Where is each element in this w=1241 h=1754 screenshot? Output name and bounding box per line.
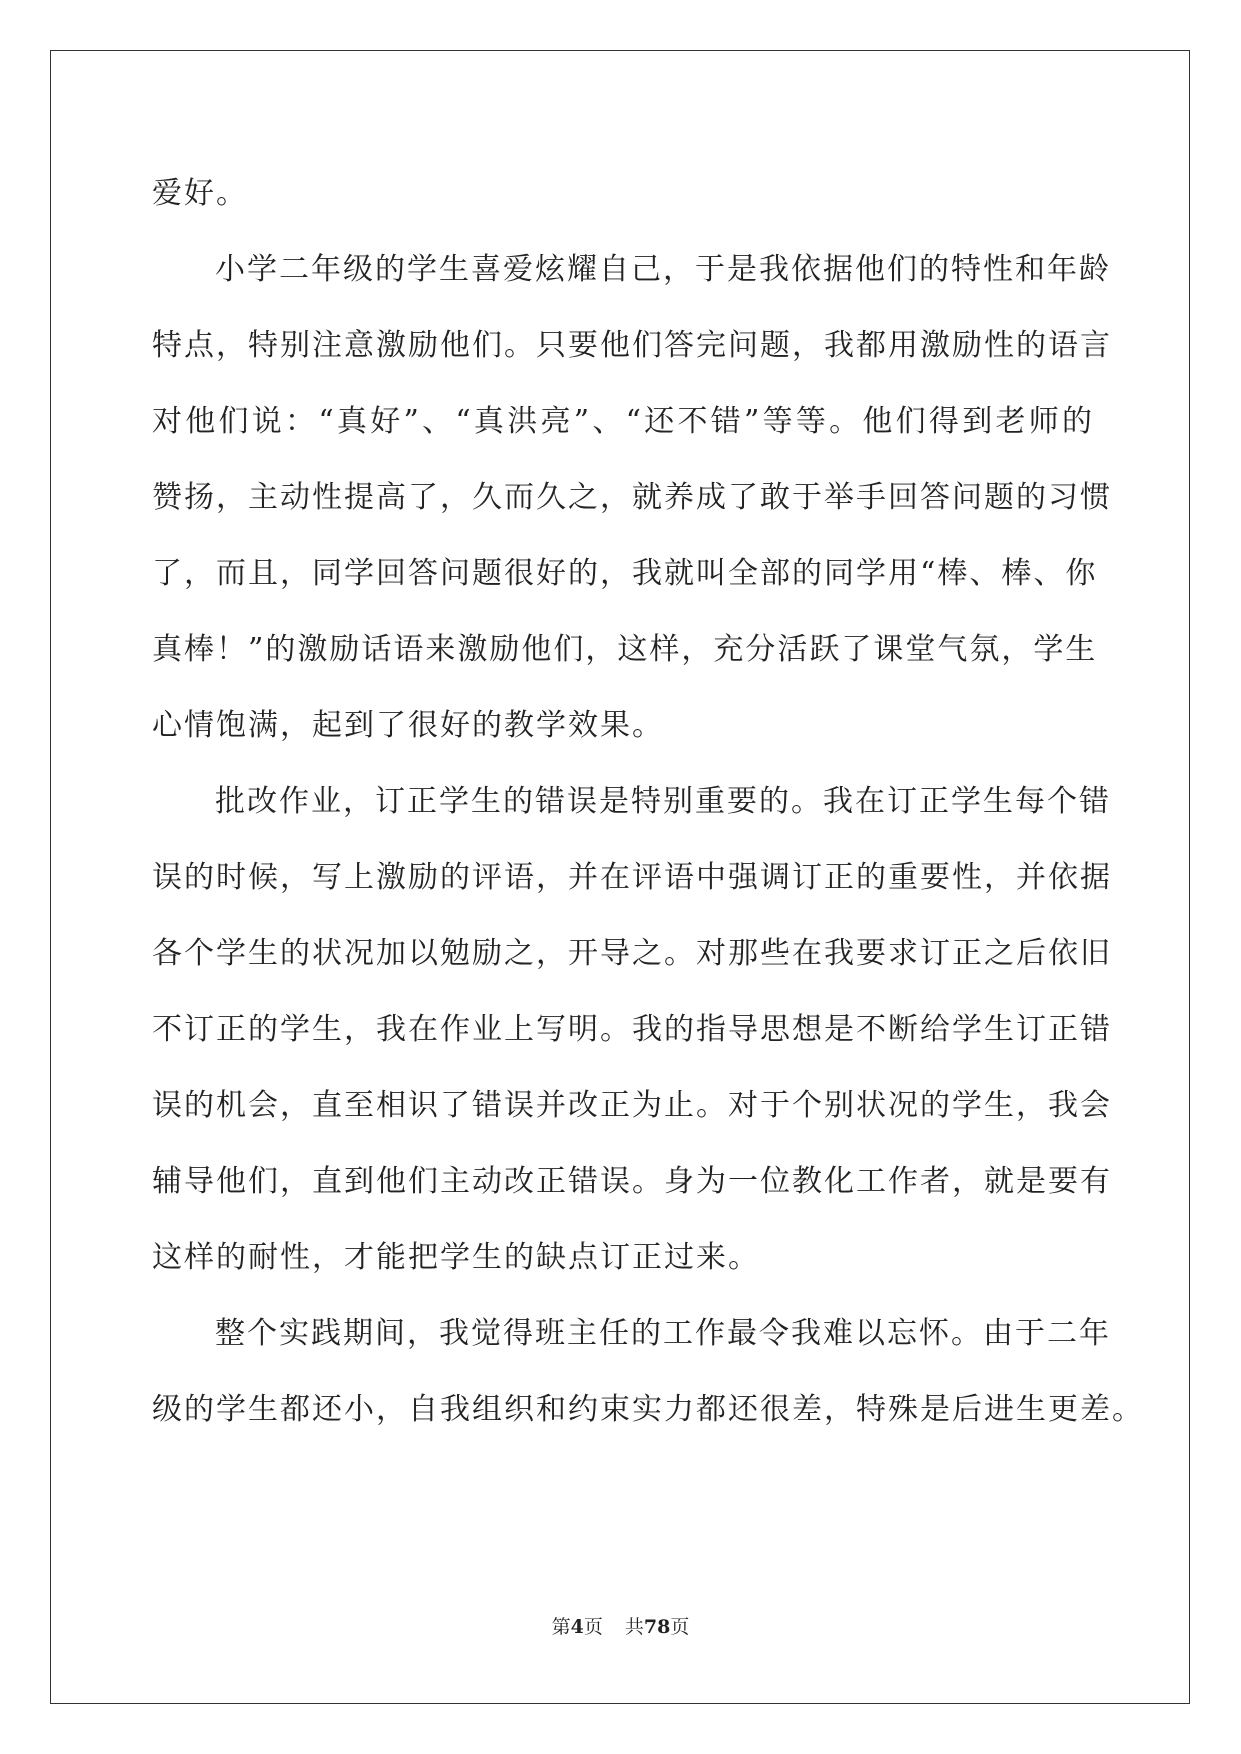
text-line: 对他们说：“真好”、“真洪亮”、“还不错”等等。他们得到老师的: [152, 404, 1094, 439]
text-line: 各个学生的状况加以勉励之，开导之。对那些在我要求订正之后依旧: [152, 936, 1112, 971]
text-line: 批改作业，订正学生的错误是特别重要的。我在订正学生每个错: [215, 784, 1111, 819]
text-line: 级的学生都还小，自我组织和约束实力都还很差，特殊是后进生更差。: [152, 1392, 1144, 1427]
text-line: 赞扬，主动性提高了，久而久之，就养成了敢于举手回答问题的习惯: [152, 480, 1112, 515]
total-page-count: 78: [643, 1616, 671, 1638]
text-line: 这样的耐性，才能把学生的缺点订正过来。: [152, 1240, 760, 1275]
text-line: 真棒！”的激励话语来激励他们，这样，充分活跃了课堂气氛，学生: [152, 632, 1098, 667]
text-line: 误的机会，直至相识了错误并改正为止。对于个别状况的学生，我会: [152, 1088, 1112, 1123]
footer-page-suffix: 页: [583, 1616, 603, 1638]
current-page-number: 4: [570, 1616, 584, 1638]
text-line: 不订正的学生，我在作业上写明。我的指导思想是不断给学生订正错: [152, 1012, 1112, 1047]
footer-total-suffix: 页: [670, 1616, 690, 1638]
text-line: 心情饱满，起到了很好的教学效果。: [152, 708, 664, 743]
text-line: 了，而且，同学回答问题很好的，我就叫全部的同学用“棒、棒、你: [152, 556, 1098, 591]
text-line: 特点，特别注意激励他们。只要他们答完问题，我都用激励性的语言: [152, 328, 1112, 363]
text-line: 辅导他们，直到他们主动改正错误。身为一位教化工作者，就是要有: [152, 1164, 1112, 1199]
text-line: 误的时候，写上激励的评语，并在评语中强调订正的重要性，并依据: [152, 860, 1112, 895]
footer-total-prefix: 共: [624, 1616, 644, 1638]
footer-prefix: 第: [551, 1616, 571, 1638]
page-footer: [0, 1612, 1241, 1639]
text-line: 整个实践期间，我觉得班主任的工作最令我难以忘怀。由于二年: [215, 1316, 1111, 1351]
document-body: [152, 156, 1144, 1448]
text-line: 爱好。: [152, 176, 248, 211]
text-line: 小学二年级的学生喜爱炫耀自己，于是我依据他们的特性和年龄: [215, 252, 1111, 287]
